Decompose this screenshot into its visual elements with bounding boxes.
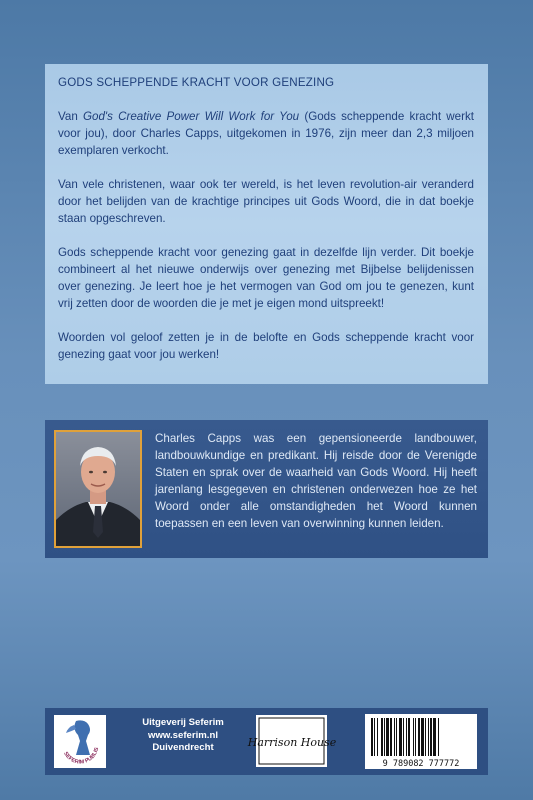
harrison-house-logo	[247, 715, 337, 767]
description-paragraph-3: Gods scheppende kracht voor genezing gaat in dezelfde lijn verder. Dit boekje combineert al het nieuwe onderwijs over genezing met Bijbelse belijdenissen over genezing. Je leert hoe je het vermogen van God om jou te genezen, kunt vrij zetten door de woorden die je met je eigen mond uitspreekt!	[58, 246, 474, 310]
original-book-title: God's Creative Power Will Work for You	[82, 110, 300, 123]
barcode-number: 9 789082 777772	[382, 759, 460, 769]
back-cover-description	[45, 64, 488, 384]
description-paragraph-4: Woorden vol geloof zetten je in de belofte en Gods scheppende kracht voor genezing gaat voor jou werken!	[58, 331, 474, 361]
seferim-logo-text: SEFERIM PUBLIS	[62, 746, 101, 766]
harrison-logo-text: Harrison House	[247, 736, 337, 749]
author-photo	[54, 430, 142, 548]
isbn-barcode	[365, 714, 477, 769]
publisher-city: Duivendrecht	[152, 742, 214, 753]
description-paragraph-2: Van vele christenen, waar ook ter wereld, is het leven revolution-air veranderd door het belijden van de krachtige principes uit Gods Woord, die in dat boekje staan opgeschreven.	[58, 178, 474, 225]
publisher-url: www.seferim.nl	[147, 729, 219, 741]
author-bio-panel	[45, 420, 488, 558]
publisher-name: Uitgeverij Seferim	[142, 717, 224, 728]
footer-bar	[45, 708, 488, 775]
description-paragraph-1	[58, 108, 474, 159]
p1-suffix: (Gods scheppende kracht werkt voor jou), door Charles Capps, uitgekomen in 1976, zijn meer dan 2,3 miljoen exemplaren verkocht.	[58, 110, 474, 157]
author-bio-text: Charles Capps was een gepensioneerde landbouwer, landbouwkundige en predikant. Hij reisde door de Verenigde Staten en sprak over de waarheid van Gods Woord. Hij heeft jarenlang lesgegeven en christenen onderwezen hoe ze het Woord onder alle omstandigheden het Woord kunnen toepassen en een leven van overwinning kunnen leiden.	[155, 432, 477, 530]
description-title: GODS SCHEPPENDE KRACHT VOOR GENEZING	[58, 76, 335, 89]
p1-prefix: Van	[58, 110, 83, 123]
publisher-info	[123, 717, 243, 755]
barcode-bars	[371, 718, 439, 756]
seferim-publishers-logo	[54, 715, 106, 768]
